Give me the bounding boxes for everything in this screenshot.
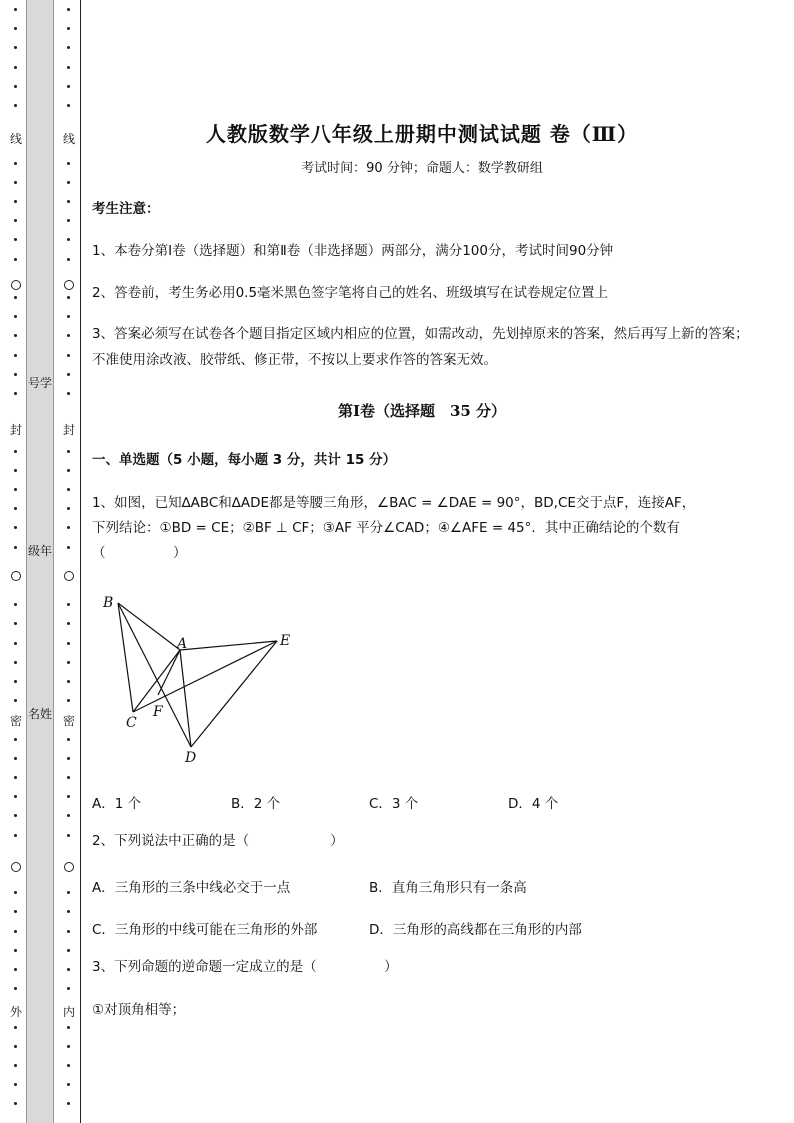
dot	[14, 85, 17, 88]
notice-item-2: 2、答卷前，考生务必用0.5毫米黑色签字笔将自己的姓名、班级填写在试卷规定位置上	[92, 285, 609, 301]
dot	[67, 85, 70, 88]
q1-option-b: B．2 个	[231, 796, 281, 812]
dot	[67, 200, 70, 203]
dot	[67, 642, 70, 645]
student-info-strip	[26, 0, 54, 1123]
dot	[67, 622, 70, 625]
dot	[67, 296, 70, 299]
dot	[67, 949, 70, 952]
binding-mark-label: 封	[62, 423, 75, 437]
dot	[14, 526, 17, 529]
binding-mark-label: 外	[9, 1005, 22, 1019]
dot	[67, 450, 70, 453]
point-label-d: D	[185, 750, 197, 766]
dot	[14, 1045, 17, 1048]
dot	[67, 238, 70, 241]
binding-circle-icon	[11, 862, 21, 872]
point-label-f: F	[153, 704, 163, 720]
dot	[67, 1102, 70, 1105]
dot	[14, 987, 17, 990]
dot	[14, 488, 17, 491]
grade-label: 级年	[27, 544, 52, 558]
dot	[67, 1045, 70, 1048]
q1-option-a: A．1 个	[92, 796, 142, 812]
dot	[14, 258, 17, 261]
q2-stem: 2、下列说法中正确的是（ ）	[92, 833, 344, 849]
binding-mark-label: 线	[9, 132, 22, 146]
segment-ad	[180, 650, 191, 747]
dot	[14, 507, 17, 510]
dot	[67, 392, 70, 395]
dot	[67, 968, 70, 971]
notice-item-3: 3、答案必须写在试卷各个题目指定区域内相应的位置，如需改动，先划掉原来的答案，然后再写上新的答案；不准使用涂改液、胶带纸、修正带，不按以上要求作答的答案无效。	[92, 326, 749, 368]
dot	[14, 334, 17, 337]
dot	[67, 219, 70, 222]
dot	[14, 622, 17, 625]
binding-mark-label: 密	[9, 714, 22, 728]
q1-line-3: （ ）	[92, 545, 187, 561]
dot	[14, 181, 17, 184]
binding-mark-label: 密	[62, 714, 75, 728]
segment-af	[158, 650, 180, 695]
binding-circle-icon	[64, 571, 74, 581]
dot	[14, 930, 17, 933]
notice-item-1: 1、本卷分第Ⅰ卷（选择题）和第Ⅱ卷（非选择题）两部分，满分100分，考试时间90分钟	[92, 243, 614, 259]
dot	[14, 219, 17, 222]
q1-option-d: D．4 个	[508, 796, 559, 812]
dot	[67, 1026, 70, 1029]
binding-circle-icon	[11, 280, 21, 290]
dot	[67, 603, 70, 606]
q2-option-d: D．三角形的高线都在三角形的内部	[369, 922, 582, 938]
dot	[14, 66, 17, 69]
dot	[67, 834, 70, 837]
dot	[14, 814, 17, 817]
student-number-label: 号学	[27, 376, 52, 390]
dot	[67, 27, 70, 30]
dot	[14, 738, 17, 741]
dot	[14, 104, 17, 107]
dot	[67, 814, 70, 817]
dot	[67, 469, 70, 472]
point-label-b: B	[103, 595, 114, 611]
part1-title: 第Ⅰ卷（选择题 35 分）	[337, 402, 507, 420]
dot	[67, 526, 70, 529]
q1-triangle-figure	[96, 590, 306, 770]
segment-ac	[133, 650, 180, 712]
binding-mark-label: 封	[9, 423, 22, 437]
dot	[14, 450, 17, 453]
binding-circle-icon	[64, 280, 74, 290]
q2-option-c: C．三角形的中线可能在三角形的外部	[92, 922, 318, 938]
dot	[67, 181, 70, 184]
dot	[14, 603, 17, 606]
dot	[67, 680, 70, 683]
dot	[14, 354, 17, 357]
binding-mark-label: 内	[62, 1005, 75, 1019]
q2-option-b: B．直角三角形只有一条高	[369, 880, 527, 896]
dot	[67, 757, 70, 760]
dot	[14, 680, 17, 683]
dot	[14, 1026, 17, 1029]
dot	[67, 507, 70, 510]
dot	[14, 1064, 17, 1067]
segment-ba	[118, 603, 180, 650]
dot	[14, 1102, 17, 1105]
dot	[67, 46, 70, 49]
dot	[67, 66, 70, 69]
dot	[67, 910, 70, 913]
dot	[14, 373, 17, 376]
figure-lines	[118, 603, 277, 747]
dot	[14, 46, 17, 49]
q1-line-2: 下列结论：①BD = CE；②BF ⊥ CF；③AF 平分∠CAD；④∠AFE = 45°．其中正确结论的个数有	[92, 520, 680, 536]
dot	[67, 488, 70, 491]
binding-circle-icon	[64, 862, 74, 872]
dot	[14, 315, 17, 318]
q1-line-1: 1、如图，已知∆ABC和∆ADE都是等腰三角形，∠BAC = ∠DAE = 90°，BD,CE交于点F，连接AF，	[92, 495, 696, 511]
dot	[14, 469, 17, 472]
dot	[14, 27, 17, 30]
dot	[14, 392, 17, 395]
binding-circle-icon	[11, 571, 21, 581]
binding-margin	[0, 0, 82, 1123]
outer-dotted-line	[10, 0, 22, 1123]
dot	[14, 296, 17, 299]
dot	[67, 699, 70, 702]
dot	[14, 8, 17, 11]
dot	[67, 930, 70, 933]
dot	[14, 200, 17, 203]
dot	[14, 949, 17, 952]
dot	[14, 642, 17, 645]
exam-subtitle: 考试时间：90 分钟；命题人：数学教研组	[301, 161, 543, 176]
margin-border-line	[80, 0, 81, 1123]
dot	[67, 546, 70, 549]
point-label-e: E	[280, 633, 291, 649]
dot	[14, 699, 17, 702]
point-label-c: C	[126, 715, 137, 731]
dot	[67, 987, 70, 990]
dot	[67, 373, 70, 376]
dot	[14, 968, 17, 971]
segment-bc	[118, 603, 133, 712]
binding-mark-label: 线	[62, 132, 75, 146]
dot	[14, 238, 17, 241]
page-title: 人教版数学八年级上册期中测试试题 卷（Ⅲ）	[205, 122, 639, 146]
dot	[67, 776, 70, 779]
point-label-a: A	[177, 636, 188, 652]
dot	[14, 1083, 17, 1086]
dot	[67, 8, 70, 11]
dot	[14, 795, 17, 798]
dot	[14, 162, 17, 165]
dot	[67, 1064, 70, 1067]
q1-option-c: C．3 个	[369, 796, 419, 812]
dot	[67, 162, 70, 165]
dot	[67, 738, 70, 741]
dot	[67, 795, 70, 798]
dot	[67, 1083, 70, 1086]
dot	[14, 910, 17, 913]
dot	[14, 834, 17, 837]
dot	[14, 891, 17, 894]
dot	[67, 104, 70, 107]
dot	[67, 661, 70, 664]
dot	[67, 258, 70, 261]
dot	[14, 661, 17, 664]
q3-item-1: ①对顶角相等；	[92, 1002, 186, 1018]
dot	[67, 315, 70, 318]
dot	[67, 891, 70, 894]
dot	[67, 354, 70, 357]
inner-dotted-line	[63, 0, 75, 1123]
dot	[67, 334, 70, 337]
section-heading: 一、单选题（5 小题，每小题 3 分，共计 15 分）	[92, 452, 397, 468]
name-label: 名姓	[27, 707, 52, 721]
q3-stem: 3、下列命题的逆命题一定成立的是（ ）	[92, 959, 398, 975]
q2-option-a: A．三角形的三条中线必交于一点	[92, 880, 291, 896]
dot	[14, 757, 17, 760]
segment-ed	[191, 641, 277, 747]
dot	[14, 776, 17, 779]
notice-heading: 考生注意：	[92, 201, 160, 217]
dot	[14, 546, 17, 549]
